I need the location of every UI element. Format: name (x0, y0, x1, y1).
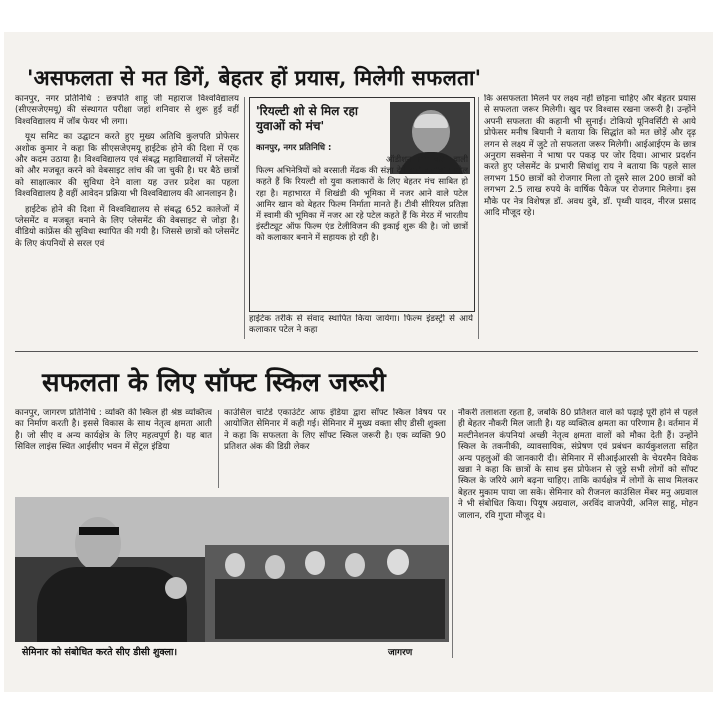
box-body-text: ऑडीशन सांग करने वाली फिल्म अभिनेत्रियों को बरसाती मेंढक की संज्ञा देने वाले कलाकार पटेल कहते हैं कि रियल्टी शो युवा कलाकारों के लिए बेहतर मंच साबित हो रहा है। महाभारत में शिखंडी की भूमिका में नजर आने वाले पटेल आमिर खान को बेहतर फिल्म निर्माता मानते हैं। टीवी सीरियल प्रतिज्ञा में स्वामी की भूमिका में नजर आ रहे पटेल कहते हैं कि मेरठ में भारतीय इंस्टीट्यूट ऑफ फिल्म एंड टेलीविजन की इकाई शुरू की है। जो छात्रों को कलाकार बनाने में सहायक हो रही है। (256, 154, 468, 243)
box-dateline (256, 142, 384, 153)
dateline: कानपुर, नगर प्रतिनिधि : (256, 142, 332, 152)
photo-caption: सेमिनार को संबोधित करते सीए डीसी शुक्ला। (22, 647, 178, 658)
column-divider (218, 410, 219, 488)
paragraph: कानपुर, नगर प्रतिनिधि : छत्रपति शाहू जी महाराज विश्वविद्यालय (सीएसजेएमयू) की संस्थागत परीक्षा जहां शनिवार से शुरू हुईं वहीं विश्वविद्यालय में जॉब फेयर भी लगा। (15, 94, 239, 127)
paragraph: हाईटेक होने की दिशा में विश्वविद्यालय से संबद्ध 652 कालेजों में प्लेसमेंट व मजबूत बनाने के लिए प्लेसमेंट की वेबसाइट से जोड़ा है। वीडियो कांफ्रेंस की सुविधा स्थापित की गयी है। जिससे छात्रों को प्लेसमेंट के लिए कंपनियों से सरल एवं (15, 204, 239, 249)
column-divider (478, 97, 479, 339)
article-1-column-1 (15, 94, 239, 344)
article-1-column-3: कि असफलता मिलने पर लक्ष्य नहीं छोड़ना चाहिए और बेहतर प्रयास से सफलता जरूर मिलेगी। खुद पर विश्वास रखना जरूरी है। उन्होंने अपनी सफलता की कहानी भी सुनाई। टोकियो यूनिवर्सिटी से आये प्रोफेसर मनीष बियानी ने बताया कि सिद्धांत को मत छोड़ें और दृढ़ लगन से लक्ष्य में जुटे तो सफलता जरूर मिलेगी। आईआईएम के छात्र अनुराग सक्सेना ने भाषा पर पकड़ पर जोर दिया। आभार प्रदर्शन करते हुए प्लेसमेंट के प्रभारी सिधांशु राय ने बताया कि पहले साल लगभग 150 छात्रों को रोजगार मिला तो दूसरे साल 200 छात्रों को लगभग 2.5 लाख रुपये के वार्षिक पैकेज पर रोजगार मिलेगा। इस मौके पर नेत्र विशेषज्ञ डॉ. अवध दुबे, डॉ. पृथ्वी यादव, नीरज प्रसाद आदि मौजूद रहे। (484, 94, 696, 219)
seminar-photo (15, 497, 449, 660)
article-2-column-1: कानपुर, जागरण प्रतिनिधि : व्यक्ति की स्किल ही श्रेष्ठ व्यक्तित्व का निर्माण करती है। इससे विकास के साथ नेतृत्व क्षमता आती है। जो सीए व अन्य कार्यक्षेत्र के लिए महत्वपूर्ण है। यह बात सिविल लाइंस स्थित आईसीए भवन में सेंट्रल इंडिया (15, 408, 212, 453)
headline-article-2: सफलता के लिए सॉफ्ट स्किल जरूरी (42, 368, 386, 398)
headline-article-1: 'असफलता से मत डिगें, बेहतर हों प्रयास, मिलेगी सफलता' (27, 65, 482, 90)
sidebar-box-reality-show (249, 97, 475, 312)
section-divider (15, 351, 698, 352)
article-1-column-2-continued: हाईटेक तरीके से संवाद स्थापित किया जायेगा। फिल्म इंडस्ट्री से आये कलाकार पटेल ने कहा (249, 314, 473, 336)
photo-credit: जागरण (388, 648, 413, 658)
column-divider (452, 410, 453, 658)
article-2-column-3: नौकरी तलाशता रहता है, जबकि 80 प्रतिशत वाले को पढ़ाई पूरी होने से पहले ही बेहतर नौकरी मिल जाती है। यह व्यक्तित्व क्षमता का परिणाम है। वर्तमान में मल्टीनेशनल कंपनियां अच्छी नेतृत्व क्षमता वालों को मौका देती हैं। उन्होंने स्किल के तकनीकी, व्यावसायिक, संप्रेषण एवं प्रबंधन कार्यकुशलता सहित अन्य पहलुओं की जानकारी दी। सेमिनार में सीआईआरसी के चेयरमैन विवेक खन्ना ने कहा कि छात्रों के साथ इस प्रोफेशन से जुड़े सभी लोगों को सॉफ्ट स्किल के जरिये आगे बढ़ना चाहिए। ताकि कार्यक्षेत्र में लोगों के साथ मिलकर बेहतर मुकाम पाया जा सके। सेमिनार को रीजनल काउंसिल मेंबर मनु अग्रवाल ने भी संबोधित किया। पियूष अग्रवाल, अरविंद वाजपेयी, अनिल साहू, मोहन जालान, रवि गुप्ता मौजूद थे। (458, 408, 698, 521)
box-quote-heading: 'रियल्टी शो से मिल रहा युवाओं को मंच' (256, 104, 358, 133)
column-divider (244, 97, 245, 339)
paragraph: यूथ समिट का उद्घाटन करते हुए मुख्य अतिथि कुलपति प्रोफेसर अशोक कुमार ने कहा कि सीएसजेएमयू हाईटेक होने की दिशा में एक और कदम उठाया है। विश्वविद्यालय एवं संबद्ध महाविद्यालयों में प्लेसमेंट को और मजबूत करने को वेबसाइट लांच की जा चुकी है। घर बैठे छात्रों को साक्षात्कार की सुविधा देने वाला यह उत्तर प्रदेश का पहला विश्वविद्यालय है वहीं आवेदन प्रक्रिया भी विश्वविद्यालय की आनलाइन है। (15, 132, 239, 200)
article-2-column-2: काउंसिल चार्टर्ड एकाउंटेंट आफ इंडिया द्वारा सॉफ्ट स्किल विषय पर आयोजित सेमिनार में कही गई। सेमिनार में मुख्य वक्ता सीए डीसी शुक्ला ने कहा कि सफलता के लिए सॉफ्ट स्किल जरूरी है। एक व्यक्ति 90 प्रतिशत अंक की डिग्री लेकर (224, 408, 446, 453)
